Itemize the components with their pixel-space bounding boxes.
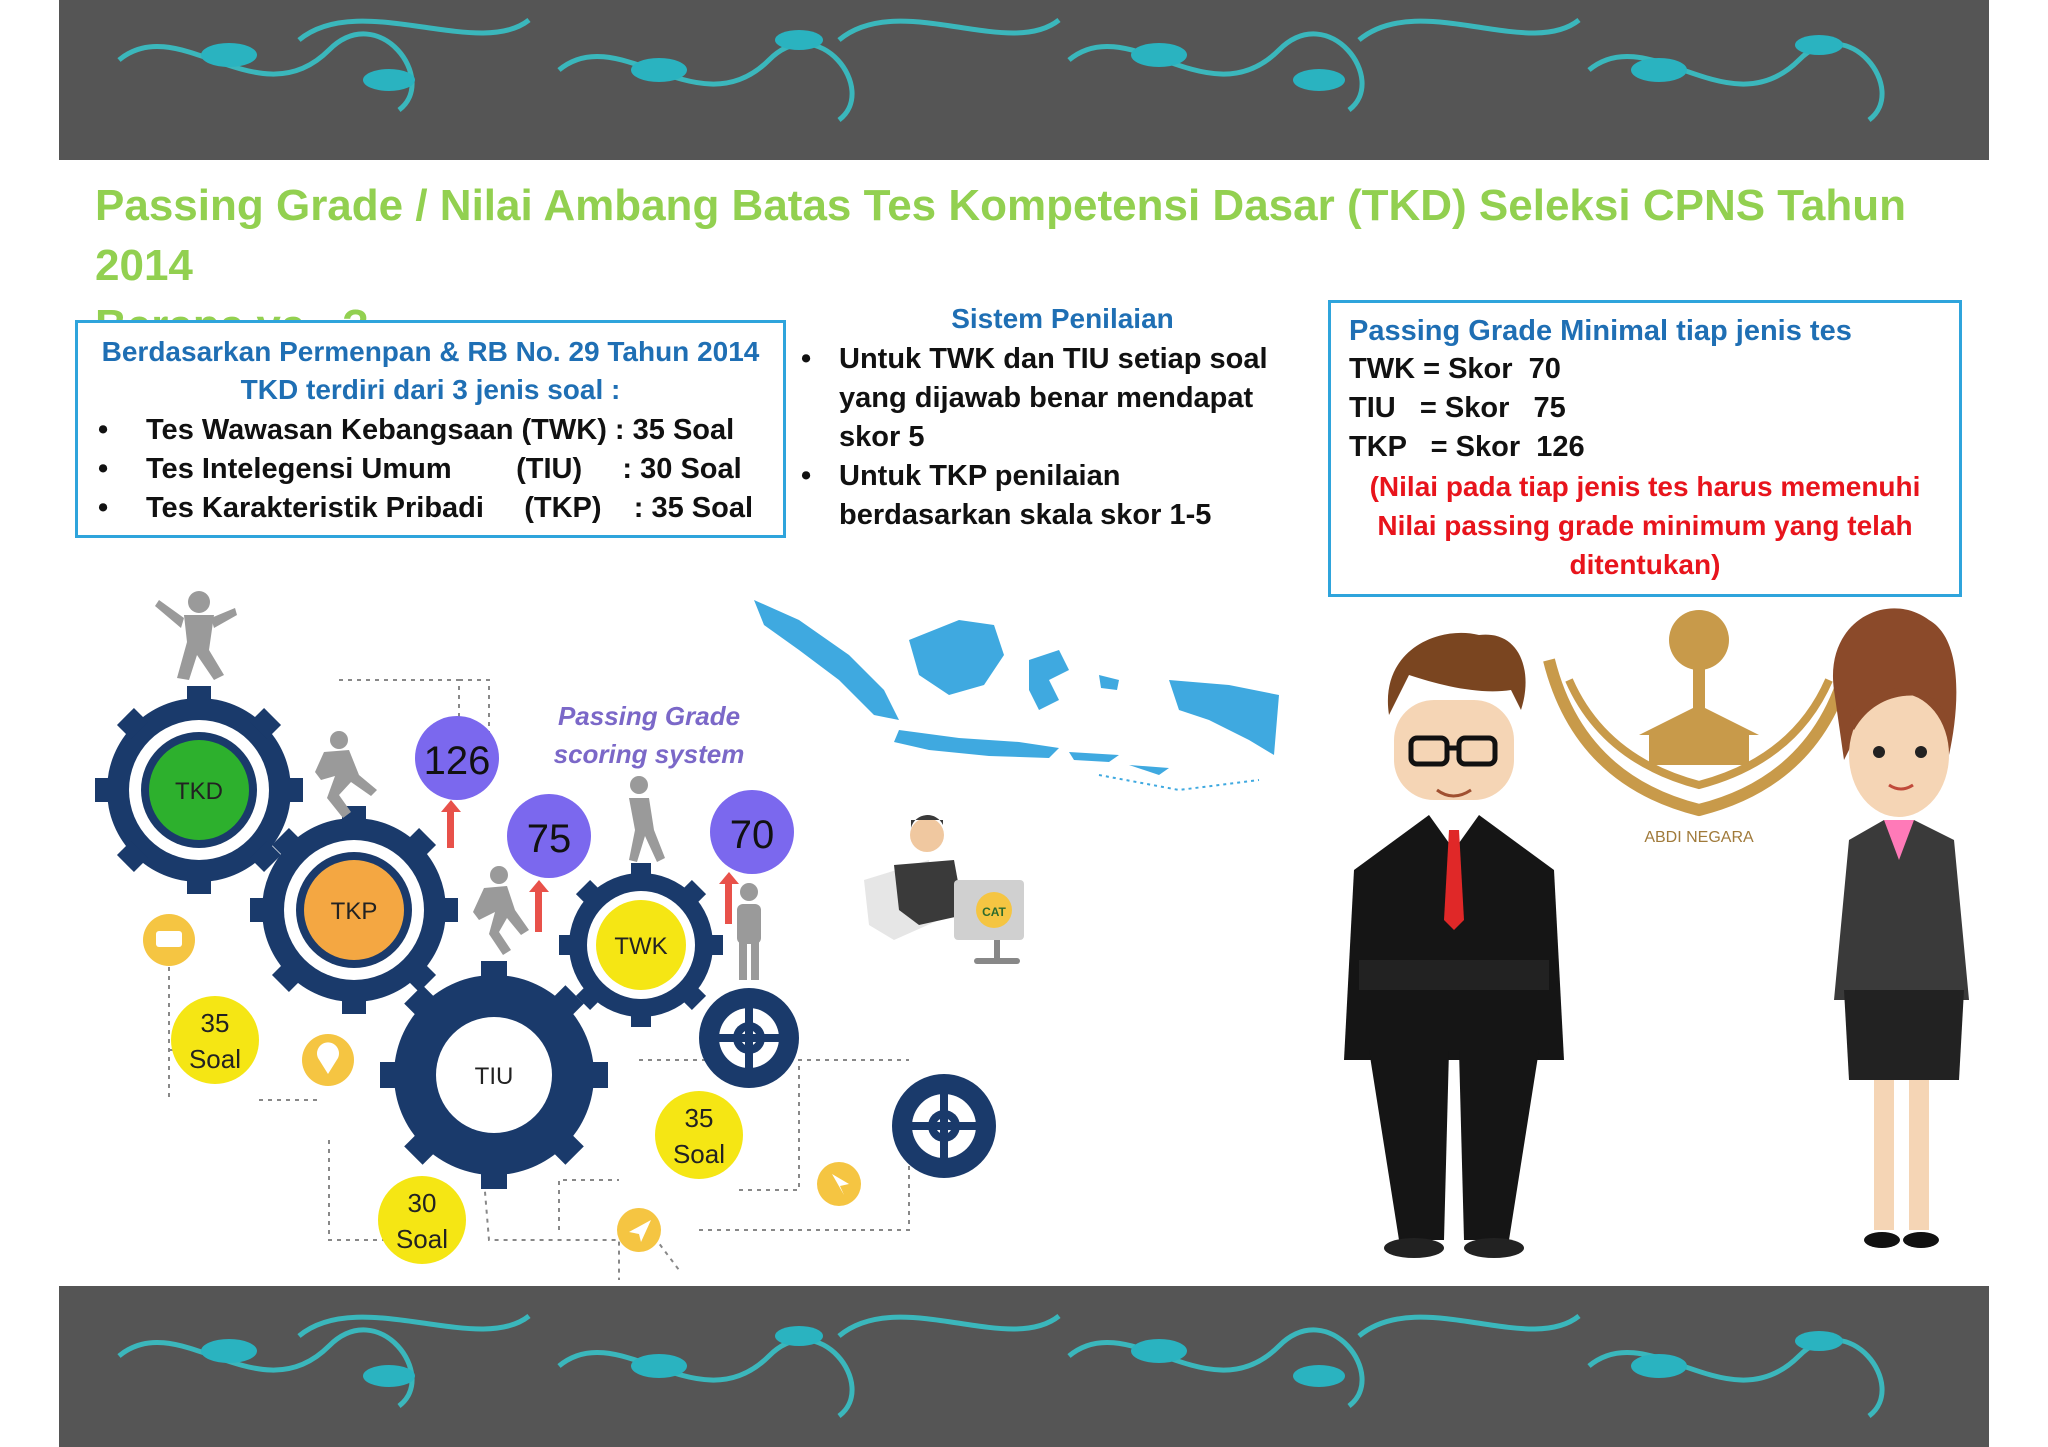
- businessman-icon: [1344, 633, 1564, 1258]
- businesswoman-icon: [1833, 608, 1969, 1248]
- list-item: • Untuk TKP penilaian berdasarkan skala skor 1-5: [795, 457, 1280, 535]
- score-tkp: 126: [423, 739, 491, 783]
- test-type-list: [78, 411, 783, 528]
- standing-person-icon: [737, 883, 761, 980]
- soal-circle: [171, 996, 259, 1084]
- tkp-gear-icon: [250, 806, 458, 1014]
- list-item: • Untuk TWK dan TIU setiap soal yang dijawab benar mendapat skor 5: [795, 340, 1280, 457]
- emblem-text: ABDI NEGARA: [1644, 829, 1754, 846]
- gear-label-tiu: TIU: [474, 1063, 514, 1090]
- tkd-gear-icon: [95, 686, 303, 894]
- passing-grade-note: (Nilai pada tiap jenis tes harus memenuhi Nilai passing grade minimum yang telah ditentukan): [1369, 471, 1921, 580]
- small-gear-icon: [892, 1074, 996, 1178]
- jumping-person-icon: [155, 591, 237, 680]
- caption-scoring-system: scoring system: [553, 739, 745, 769]
- gear-label-tkp: TKP: [330, 898, 378, 925]
- cat-label: CAT: [982, 905, 1006, 919]
- title-line-1: Passing Grade / Nilai Ambang Batas Tes Kompetensi Dasar (TKD) Seleksi CPNS Tahun 2014: [95, 181, 1907, 290]
- score-circle-tkp: [415, 716, 499, 800]
- list-item: • Tes Intelegensi Umum (TIU) : 30 Soal: [78, 450, 783, 489]
- scoring-heading: Sistem Penilaian: [951, 303, 1174, 334]
- bottom-ornament-band: [59, 1286, 1989, 1447]
- soal-label: Soal: [672, 1139, 726, 1169]
- soal-count: 35: [200, 1008, 230, 1038]
- scoring-system-section: [795, 298, 1280, 535]
- regulation-heading: Berdasarkan Permenpan & RB No. 29 Tahun 2014: [101, 336, 760, 367]
- chat-icon: [143, 914, 195, 966]
- list-item: • Tes Wawasan Kebangsaan (TWK) : 35 Soal: [78, 411, 783, 450]
- illustration: [59, 580, 1989, 1280]
- scoring-list: [795, 340, 1280, 535]
- soal-count: 35: [684, 1103, 714, 1133]
- cursor-icon: [817, 1162, 861, 1206]
- korpri-emblem-icon: [1549, 610, 1849, 846]
- small-gear-icon: [699, 988, 799, 1088]
- gear-label-tkd: TKD: [175, 778, 223, 805]
- tiu-score-row: TIU = Skor 75: [1349, 392, 1566, 424]
- passing-grade-box: [1328, 300, 1962, 597]
- tkd-composition-box: [75, 320, 786, 538]
- score-twk: 70: [729, 813, 775, 857]
- twk-gear-icon: [559, 863, 723, 1027]
- indonesia-map-icon: [754, 600, 1279, 775]
- soal-count: 30: [407, 1188, 437, 1218]
- soal-circle: [378, 1176, 466, 1264]
- soal-label: Soal: [188, 1044, 242, 1074]
- running-person-icon: [315, 731, 377, 818]
- tiu-gear-icon: [380, 961, 608, 1189]
- soal-circle: [655, 1091, 743, 1179]
- list-item: • Tes Karakteristik Pribadi (TKP) : 35 Soal: [78, 489, 783, 528]
- location-pin-icon: [302, 1034, 354, 1086]
- walking-person-icon: [629, 776, 665, 862]
- score-circle-twk: [710, 790, 794, 874]
- caption-passing-grade: Passing Grade: [557, 701, 741, 731]
- ornament-swirl-icon: [59, 0, 1989, 160]
- computer-operator-icon: [864, 815, 1024, 964]
- passing-grade-heading: Passing Grade Minimal tiap jenis tes: [1349, 315, 1852, 347]
- gear-label-twk: TWK: [614, 933, 668, 960]
- composition-heading: TKD terdiri dari 3 jenis soal :: [240, 374, 621, 405]
- send-icon: [617, 1208, 661, 1252]
- score-tiu: 75: [526, 817, 572, 861]
- twk-score-row: TWK = Skor 70: [1349, 353, 1561, 385]
- top-ornament-band: [59, 0, 1989, 160]
- tkp-score-row: TKP = Skor 126: [1349, 431, 1585, 463]
- score-circle-tiu: [507, 794, 591, 878]
- soal-label: Soal: [395, 1224, 449, 1254]
- climbing-person-icon: [473, 866, 529, 955]
- ornament-swirl-icon: [59, 1286, 1989, 1447]
